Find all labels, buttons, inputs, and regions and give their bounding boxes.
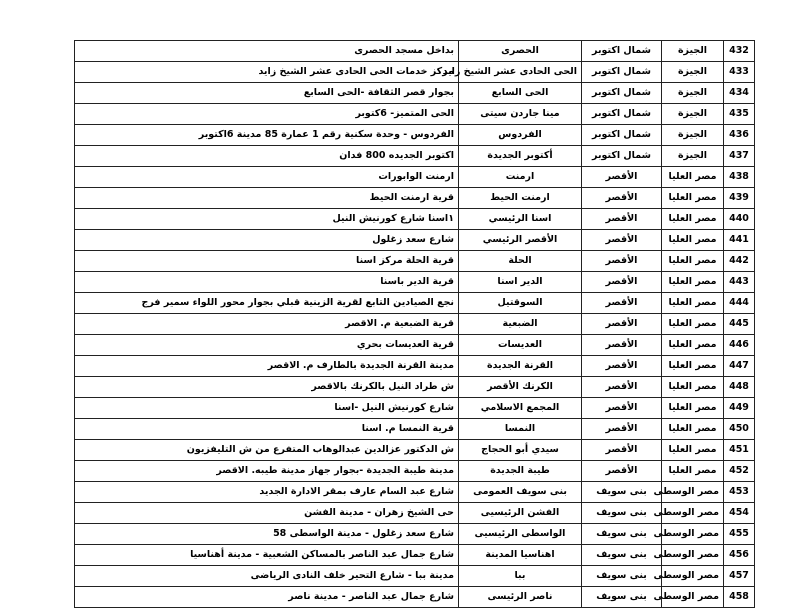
city-cell: شمال اكتوبر [582, 104, 662, 125]
address-cell: اكتوبر الجديده 800 فدان [75, 146, 459, 167]
governorate-cell: مصر العليا [662, 377, 724, 398]
address-cell: ش طراد النيل بالكرنك بالاقصر [75, 377, 459, 398]
table-row [75, 503, 755, 524]
office-name-cell: الواسطى الرئيسيى [459, 524, 582, 545]
table-row [75, 377, 755, 398]
address-cell: مدينة طيبة الجديدة -بجوار جهاز مدينة طيبه. الاقصر [75, 461, 459, 482]
city-cell: بنى سويف [582, 503, 662, 524]
row-number-cell: 451 [724, 440, 755, 461]
governorate-cell: مصر الوسطى [662, 545, 724, 566]
row-number-cell: 447 [724, 356, 755, 377]
row-number-cell: 452 [724, 461, 755, 482]
table-row [75, 356, 755, 377]
office-name-cell: العديسات [459, 335, 582, 356]
table-row [75, 83, 755, 104]
address-cell: ١اسنا شارع كورنيش النيل [75, 209, 459, 230]
city-cell: شمال اكتوبر [582, 146, 662, 167]
governorate-cell: مصر العليا [662, 440, 724, 461]
office-name-cell: المجمع الاسلامي [459, 398, 582, 419]
office-name-cell: السوقتيل [459, 293, 582, 314]
table-row [75, 62, 755, 83]
table-row [75, 167, 755, 188]
city-cell: الأقصر [582, 377, 662, 398]
office-name-cell: سيدي أبو الحجاج [459, 440, 582, 461]
address-cell: شارع جمال عبد الناصر بالمساكن الشعبية - مدينة أهناسيا [75, 545, 459, 566]
offices-table [74, 40, 755, 608]
row-number-cell: 458 [724, 587, 755, 608]
city-cell: بنى سويف [582, 566, 662, 587]
office-name-cell: بنى سويف العمومى [459, 482, 582, 503]
address-cell: شارع سعد زغلول [75, 230, 459, 251]
office-name-cell: الضبعية [459, 314, 582, 335]
address-cell: قرية الحلة مركز اسنا [75, 251, 459, 272]
governorate-cell: مصر العليا [662, 314, 724, 335]
row-number-cell: 443 [724, 272, 755, 293]
table-row [75, 230, 755, 251]
city-cell: الأقصر [582, 230, 662, 251]
city-cell: الأقصر [582, 461, 662, 482]
table-row [75, 104, 755, 125]
address-cell: ش الدكتور عزالدين عبدالوهاب المتفرع من ش التليفزيون [75, 440, 459, 461]
table-row [75, 440, 755, 461]
row-number-cell: 438 [724, 167, 755, 188]
office-name-cell: أكتوبر الجديدة [459, 146, 582, 167]
row-number-cell: 457 [724, 566, 755, 587]
office-name-cell: الحى الحادى عشر الشيخ زايد [459, 62, 582, 83]
table-row [75, 272, 755, 293]
governorate-cell: الجيزة [662, 83, 724, 104]
office-name-cell: ارمنت الحيط [459, 188, 582, 209]
table-row [75, 545, 755, 566]
governorate-cell: مصر الوسطى [662, 524, 724, 545]
table-row [75, 587, 755, 608]
office-name-cell: الحصرى [459, 41, 582, 62]
office-name-cell: الدير اسنا [459, 272, 582, 293]
governorate-cell: الجيزة [662, 41, 724, 62]
city-cell: الأقصر [582, 314, 662, 335]
table-row [75, 188, 755, 209]
table-row [75, 461, 755, 482]
table-row [75, 524, 755, 545]
office-name-cell: ناصر الرئيسى [459, 587, 582, 608]
address-cell: قرية الضبعية م. الاقصر [75, 314, 459, 335]
table-row [75, 398, 755, 419]
city-cell: بنى سويف [582, 482, 662, 503]
office-name-cell: مينا جاردن سيتى [459, 104, 582, 125]
office-name-cell: طيبة الجديدة [459, 461, 582, 482]
row-number-cell: 450 [724, 419, 755, 440]
row-number-cell: 436 [724, 125, 755, 146]
row-number-cell: 455 [724, 524, 755, 545]
office-name-cell: الكرنك الأقصر [459, 377, 582, 398]
governorate-cell: مصر الوسطى [662, 482, 724, 503]
city-cell: بنى سويف [582, 587, 662, 608]
address-cell: شارع كورنيش النيل -اسنا [75, 398, 459, 419]
table-row [75, 125, 755, 146]
city-cell: الأقصر [582, 356, 662, 377]
office-name-cell: اهناسيا المدينة [459, 545, 582, 566]
governorate-cell: الجيزة [662, 125, 724, 146]
table-row [75, 335, 755, 356]
address-cell: شارع سعد زغلول - مدينة الواسطى 58 [75, 524, 459, 545]
table-row [75, 146, 755, 167]
address-cell: شارع عبد السام عارف بمقر الادارة الجديد [75, 482, 459, 503]
address-cell: نجع الصيادين التابع لقرية الزينية قبلي بجوار محور اللواء سمير فرج [75, 293, 459, 314]
address-cell: الفردوس - وحدة سكنية رقم 1 عمارة 85 مدينة 6اكتوبر [75, 125, 459, 146]
office-name-cell: اسنا الرئيسي [459, 209, 582, 230]
city-cell: بنى سويف [582, 524, 662, 545]
address-cell: قرية النمسا م. اسنا [75, 419, 459, 440]
office-name-cell: القرنة الجديدة [459, 356, 582, 377]
office-name-cell: الحلة [459, 251, 582, 272]
row-number-cell: 435 [724, 104, 755, 125]
governorate-cell: الجيزة [662, 104, 724, 125]
city-cell: شمال اكتوبر [582, 41, 662, 62]
row-number-cell: 456 [724, 545, 755, 566]
table-row [75, 314, 755, 335]
office-name-cell: الحى السابع [459, 83, 582, 104]
row-number-cell: 442 [724, 251, 755, 272]
governorate-cell: مصر العليا [662, 188, 724, 209]
row-number-cell: 434 [724, 83, 755, 104]
address-cell: قرية ارمنت الحيط [75, 188, 459, 209]
address-cell: الحى المتميز- 6كتوبر [75, 104, 459, 125]
row-number-cell: 445 [724, 314, 755, 335]
governorate-cell: مصر العليا [662, 419, 724, 440]
governorate-cell: مصر العليا [662, 230, 724, 251]
table-row [75, 209, 755, 230]
city-cell: الأقصر [582, 272, 662, 293]
address-cell: ارمنت الوابورات [75, 167, 459, 188]
governorate-cell: مصر العليا [662, 293, 724, 314]
table-body [75, 41, 755, 608]
table-row [75, 566, 755, 587]
row-number-cell: 441 [724, 230, 755, 251]
row-number-cell: 449 [724, 398, 755, 419]
city-cell: شمال اكتوبر [582, 83, 662, 104]
office-name-cell: ببا [459, 566, 582, 587]
office-name-cell: النمسا [459, 419, 582, 440]
governorate-cell: مصر العليا [662, 209, 724, 230]
city-cell: بنى سويف [582, 545, 662, 566]
address-cell: قرية العديسات بحري [75, 335, 459, 356]
governorate-cell: مصر العليا [662, 167, 724, 188]
row-number-cell: 444 [724, 293, 755, 314]
city-cell: الأقصر [582, 398, 662, 419]
city-cell: الأقصر [582, 188, 662, 209]
governorate-cell: مصر العليا [662, 251, 724, 272]
office-name-cell: الأقصر الرئيسي [459, 230, 582, 251]
city-cell: الأقصر [582, 251, 662, 272]
office-name-cell: الفردوس [459, 125, 582, 146]
row-number-cell: 453 [724, 482, 755, 503]
city-cell: الأقصر [582, 209, 662, 230]
address-cell: مدينة القرنة الجديدة بالطارف م. الاقصر [75, 356, 459, 377]
city-cell: الأقصر [582, 167, 662, 188]
address-cell: حى الشيخ زهران - مدينة الفشن [75, 503, 459, 524]
city-cell: الأقصر [582, 419, 662, 440]
city-cell: شمال اكتوبر [582, 125, 662, 146]
address-cell: مركز خدمات الحى الحادى عشر الشيخ زايد [75, 62, 459, 83]
address-cell: مدينة ببا - شارع التحير خلف النادى الرياضى [75, 566, 459, 587]
row-number-cell: 433 [724, 62, 755, 83]
address-cell: بجوار قصر الثقافة -الحى السابع [75, 83, 459, 104]
city-cell: شمال اكتوبر [582, 62, 662, 83]
governorate-cell: الجيزة [662, 62, 724, 83]
table-row [75, 251, 755, 272]
governorate-cell: مصر العليا [662, 356, 724, 377]
address-cell: بداخل مسجد الحصرى [75, 41, 459, 62]
address-cell: شارع جمال عبد الناصر - مدينة ناصر [75, 587, 459, 608]
office-name-cell: ارمنت [459, 167, 582, 188]
table-row [75, 482, 755, 503]
row-number-cell: 437 [724, 146, 755, 167]
row-number-cell: 440 [724, 209, 755, 230]
row-number-cell: 432 [724, 41, 755, 62]
governorate-cell: مصر العليا [662, 272, 724, 293]
office-name-cell: الفشن الرئيسيى [459, 503, 582, 524]
row-number-cell: 448 [724, 377, 755, 398]
row-number-cell: 454 [724, 503, 755, 524]
governorate-cell: مصر الوسطى [662, 503, 724, 524]
table-row [75, 293, 755, 314]
governorate-cell: مصر الوسطى [662, 566, 724, 587]
governorate-cell: مصر العليا [662, 398, 724, 419]
table-row [75, 419, 755, 440]
governorate-cell: مصر الوسطى [662, 587, 724, 608]
governorate-cell: مصر العليا [662, 461, 724, 482]
governorate-cell: مصر العليا [662, 335, 724, 356]
city-cell: الأقصر [582, 335, 662, 356]
address-cell: قرية الدير باسنا [75, 272, 459, 293]
city-cell: الأقصر [582, 440, 662, 461]
table-row [75, 41, 755, 62]
city-cell: الأقصر [582, 293, 662, 314]
row-number-cell: 439 [724, 188, 755, 209]
row-number-cell: 446 [724, 335, 755, 356]
governorate-cell: الجيزة [662, 146, 724, 167]
